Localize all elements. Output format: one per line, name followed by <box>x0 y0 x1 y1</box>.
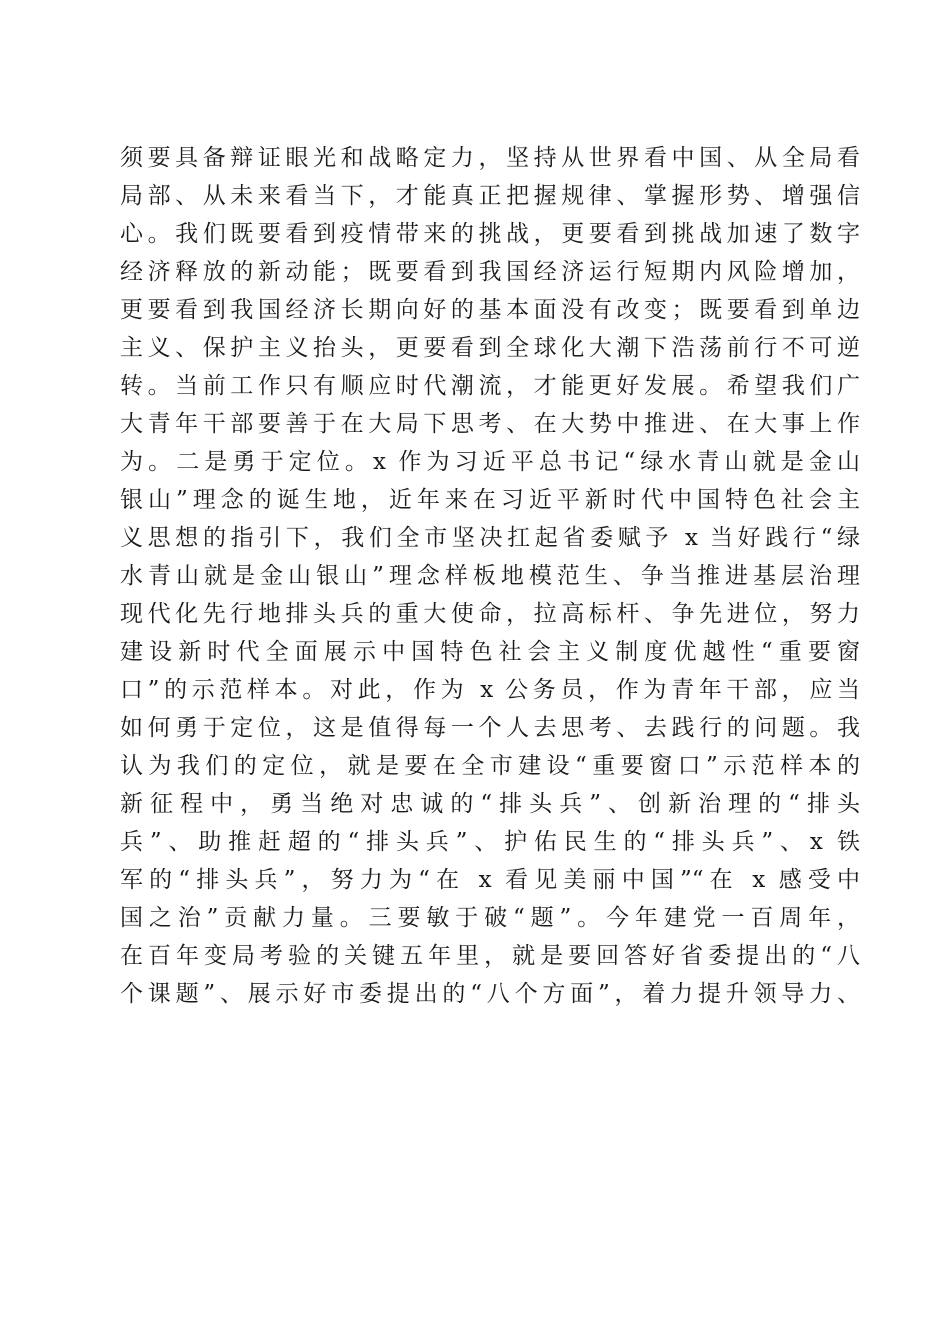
text-line: 更要看到我国经济长期向好的基本面没有改变；既要看到单边 <box>120 297 860 323</box>
body-paragraph <box>120 139 860 1013</box>
text-line: 如何勇于定位，这是值得每一个人去思考、去践行的问题。我 <box>120 715 860 741</box>
text-line: 在百年变局考验的关键五年里，就是要回答好省委提出的“八 <box>120 943 860 969</box>
text-line: 经济释放的新动能；既要看到我国经济运行短期内风险增加， <box>120 259 860 285</box>
text-line: 主义、保护主义抬头，更要看到全球化大潮下浩荡前行不可逆 <box>120 335 860 361</box>
text-line: 国之治”贡献力量。三要敏于破“题”。今年建党一百周年， <box>120 905 860 931</box>
text-line: 水青山就是金山银山”理念样板地模范生、争当推进基层治理 <box>120 563 860 589</box>
text-line: 现代化先行地排头兵的重大使命，拉高标杆、争先进位，努力 <box>120 601 860 627</box>
text-line: 为。二是勇于定位。x 作为习近平总书记“绿水青山就是金山 <box>120 449 860 475</box>
text-line: 银山”理念的诞生地，近年来在习近平新时代中国特色社会主 <box>120 487 860 513</box>
text-line: 建设新时代全面展示中国特色社会主义制度优越性“重要窗 <box>120 639 860 665</box>
text-line: 个课题”、展示好市委提出的“八个方面”，着力提升领导力、 <box>120 981 860 1007</box>
text-line: 大青年干部要善于在大局下思考、在大势中推进、在大事上作 <box>120 411 860 437</box>
text-line: 新征程中，勇当绝对忠诚的“排头兵”、创新治理的“排头 <box>120 791 860 817</box>
text-line: 转。当前工作只有顺应时代潮流，才能更好发展。希望我们广 <box>120 373 860 399</box>
text-line: 义思想的指引下，我们全市坚决扛起省委赋予 x 当好践行“绿 <box>120 525 860 551</box>
text-line: 须要具备辩证眼光和战略定力，坚持从世界看中国、从全局看 <box>120 145 860 171</box>
text-line: 口”的示范样本。对此，作为 x 公务员，作为青年干部，应当 <box>120 677 860 703</box>
text-line: 军的“排头兵”，努力为“在 x 看见美丽中国”“在 x 感受中 <box>120 867 860 893</box>
text-line: 局部、从未来看当下，才能真正把握规律、掌握形势、增强信 <box>120 183 860 209</box>
text-line: 兵”、助推赶超的“排头兵”、护佑民生的“排头兵”、x 铁 <box>120 829 860 855</box>
text-line: 心。我们既要看到疫情带来的挑战，更要看到挑战加速了数字 <box>120 221 860 247</box>
text-line: 认为我们的定位，就是要在全市建设“重要窗口”示范样本的 <box>120 753 860 779</box>
